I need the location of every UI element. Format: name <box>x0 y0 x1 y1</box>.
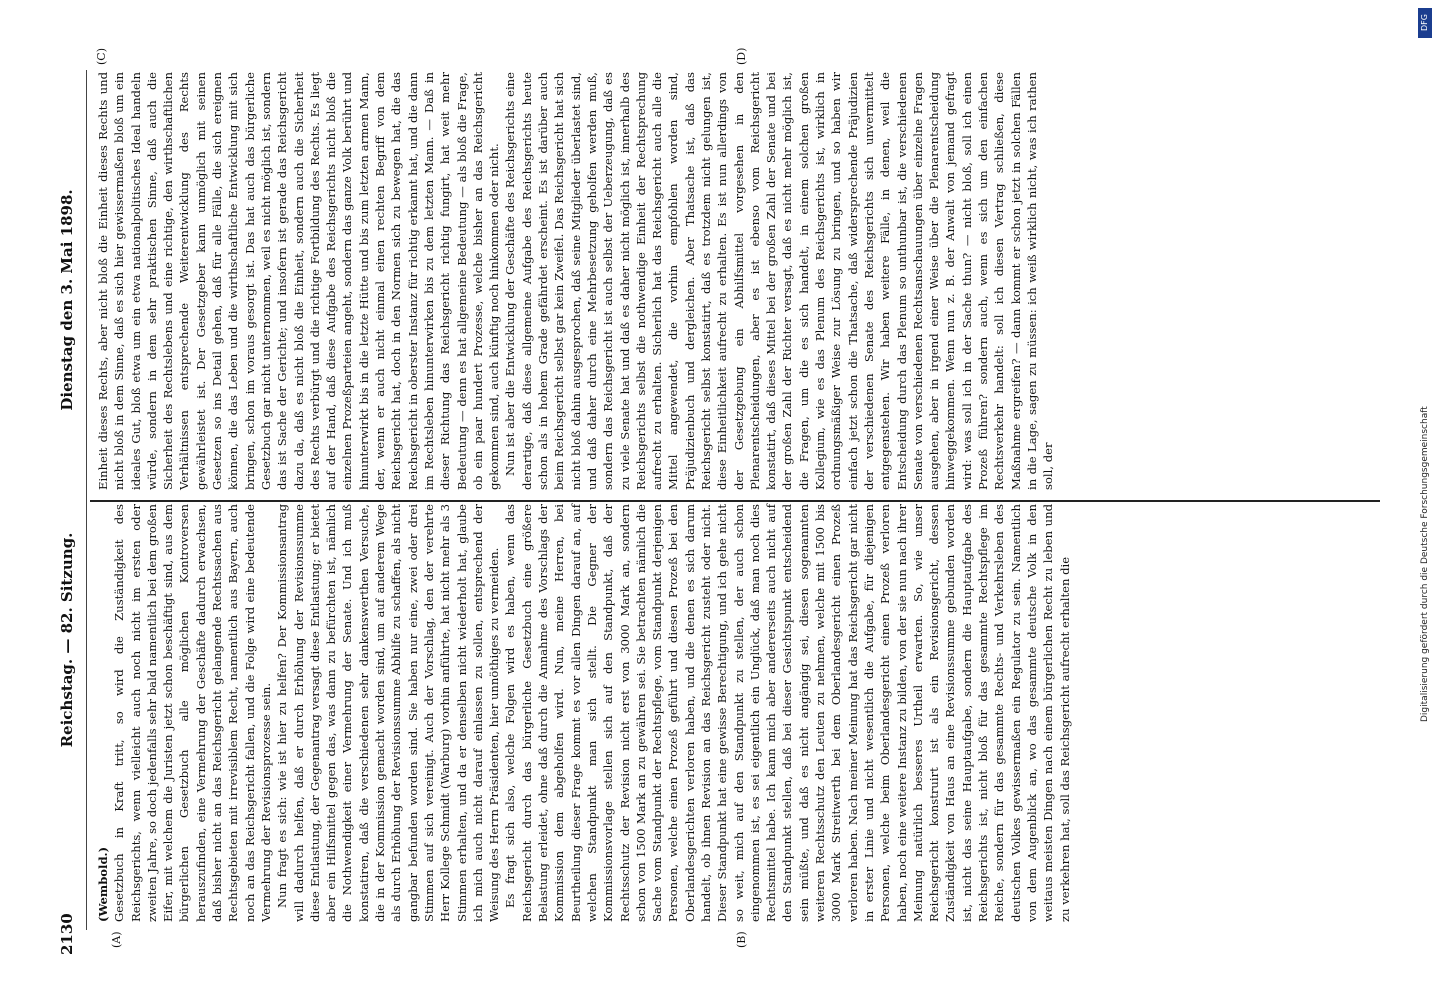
paragraph: Einheit dieses Rechts, aber nicht bloß die Einheit dieses Rechts und nicht bloß in dem Sinne, daß es sich hier gewissermaßen bloß um ein ideales Gut, bloß etwa um ein etwa nationalpolitisches Ideal handeln würde, sondern in dem sehr praktischen Sinne, daß auch die Sicherheit des Rechtslebens und eine richtige, den wirthschaftlichen Verhältnissen entsprechende Weiterentwicklung des Rechts gewährleistet ist. Der Gesetzgeber kann unmöglich mit seinen Gesetzen so ins Detail gehen, daß für alle Fälle, die sich ereignen können, die das Leben und die wirthschaftliche Entwicklung mit sich bringen, schon im voraus gesorgt ist. Das hat auch das bürgerliche Gesetzbuch gar nicht unternommen, weil es nicht möglich ist, sondern das ist Sache der Gerichte; und insofern ist gerade das Reichsgericht dazu da, daß es nicht bloß die Einheit, sondern auch die Sicherheit des Rechts verbürgt und die richtige Fortbildung des Rechts. Es liegt auf der Hand, daß diese Aufgabe des Reichsgerichts nicht bloß die einzelnen Prozeßparteien angeht, sondern das ganze Volk berührt und hinunterwirkt bis in die letzte Hütte und bis zum letzten armen Mann, der, wenn er auch nicht einmal einen rechten Begriff von dem Reichsgericht hat, doch in den Normen sich zu bewegen hat, die das Reichsgericht in oberster Instanz für richtig erkannt hat, und die dann im Rechtsleben hinunterwirken bis zu dem letzten Mann. — Daß in dieser Richtung das Reichsgericht richtig fungirt, hat weit mehr Bedeutung — denn es hat allgemeine Bedeutung — als bloß die Frage, ob ein paar hundert Prozesse, welche bisher an das Reichsgericht gekommen sind, auch künftig noch hinkommen oder nicht. <box>96 72 502 490</box>
paragraph: Nun ist aber die Entwicklung der Geschäfte des Reichsgerichts eine derartige, daß diese allgemeine Aufgabe des Reichsgerichts heute schon als in hohem Grade gefährdet erscheint. Es ist darüber auch beim Reichsgericht selbst gar kein Zweifel. Das Reichsgericht hat sich nicht bloß dahin ausgesprochen, daß seine Mitglieder überlastet sind, und daß daher durch eine Mehrbesetzung geholfen werden muß, sondern das Reichsgericht ist auch selbst der Ueberzeugung, daß es zu viele Senate hat und daß es daher nicht möglich ist, innerhalb des Reichsgerichts selbst die nothwendige Einheit der Rechtsprechung aufrecht zu erhalten. Sicherlich hat das Reichsgericht auch alle die Mittel angewendet, die vorhin empfohlen worden sind, Präjudizienbuch und dergleichen. Aber Thatsache ist, daß das Reichsgericht selbst konstatirt, daß es trotzdem nicht gelungen ist, diese Einheitlichkeit aufrecht zu erhalten. Es ist nun allerdings von der Gesetzgebung ein Abhilfsmittel vorgesehen in den Plenarentscheidungen, aber es ist ebenso vom Reichsgericht konstatirt, daß dieses Mittel bei der großen Zahl der Senate und bei der großen Zahl der Richter versagt, daß es nicht mehr möglich ist, die Fragen, um die es sich handelt, in einem solchen großen Kollegium, wie es das Plenum des Reichsgerichts ist, wirklich in ordnungsmäßiger Weise zur Lösung zu bringen, und so haben wir einfach jetzt schon die Thatsache, daß widersprechende Präjudizien der verschiedenen Senate des Reichsgerichts sich unvermittelt entgegenstehen. Wir haben weitere Fälle, in denen, weil die Entscheidung durch das Plenum so unthunbar ist, die verschiedenen Senate von verschiedenen Rechtsanschauungen über einzelne Fragen ausgehen, aber in irgend einer Weise über die Plenarentscheidung hinweggekommen. Wenn nun z. B. der Anwalt von jemand gefragt wird: was soll ich in der Sache thun? — nicht bloß, soll ich einen Prozeß führen? sondern auch, wenn es sich um den einfachen Rechtsverkehr handelt: soll ich diesen Vertrag schließen, diese Maßnahme ergreifen? — dann kommt er schon jetzt in solchen Fällen in die Lage, sagen zu müssen: ich weiß wirklich nicht, was ich rathen soll, der <box>503 72 1056 490</box>
digitization-note: Digitalisierung gefördert durch die Deutsche Forschungsgemeinschaft <box>1420 406 1430 722</box>
page-number: 2130 <box>58 913 76 955</box>
column-divider <box>90 500 1380 502</box>
digitization-strip <box>1418 8 1432 992</box>
paragraph: Nun fragt es sich: wie ist hier zu helfen? Der Kommissionsantrag will dadurch helfen, daß er durch Erhöhung der Revisionssumme diese Entlastung, der Gegenantrag versagt diese Entlastung; er bietet aber ein Hilfsmittel gegen das, was dann zu befürchten ist, nämlich die Nothwendigkeit einer Vermehrung der Senate. Und ich muß konstatiren, daß die verschiedenen sehr dankenswerthen Versuche, die in der Kommission gemacht worden sind, um auf anderem Wege als durch Erhöhung der Revisionssumme Abhilfe zu schaffen, als nicht gangbar befunden worden sind. Sie haben nur eine, zwei oder drei Stimmen auf sich vereinigt. Auch der Vorschlag, den der verehrte Herr Kollege Schmidt (Warburg) vorhin anführte, hat nicht mehr als 3 Stimmen erhalten, und da er denselben nicht wiederholt hat, glaube ich mich auch nicht darauf einlassen zu sollen, entsprechend der Weisung des Herrn Präsidenten, hier unnöthiges zu vermeiden. <box>275 504 502 922</box>
running-header-right: Dienstag den 3. Mai 1898. <box>58 189 76 411</box>
dfg-logo: DFG <box>1418 8 1432 38</box>
margin-marker-a: (A) <box>110 931 123 948</box>
margin-marker-b: (B) <box>735 931 748 948</box>
left-column <box>95 504 1073 922</box>
running-header-left: Reichstag. — 82. Sitzung. <box>58 532 76 748</box>
paragraph: Es fragt sich also, welche Folgen wird es haben, wenn das Reichsgericht durch das bürgerliche Gesetzbuch eine größere Belastung erleidet, ohne daß durch die Annahme des Vorschlags der Kommission dem abgeholfen wird. Nun, meine Herren, bei Beurtheilung dieser Frage kommt es vor allen Dingen darauf an, auf welchen Standpunkt man sich stellt. Die Gegner der Kommissionsvorlage stellen sich auf den Standpunkt, daß der Rechtsschutz der Revision nicht erst von 3000 Mark an, sondern schon von 1500 Mark an zu gewähren sei. Sie betrachten nämlich die Sache vom Standpunkt der Rechtspflege, vom Standpunkt derjenigen Personen, welche einen Prozeß geführt und diesen Prozeß bei den Oberlandesgerichten verloren haben, und die denen es sich darum handelt, ob ihnen Revision an das Reichsgericht zusteht oder nicht. Dieser Standpunkt hat eine gewisse Berechtigung, und ich gehe nicht so weit, mich auf den Standpunkt zu stellen, der auch schon eingenommen ist, es sei eigentlich ein Unglück, daß man noch dies Rechtsmittel habe. Ich kann mich aber andererseits auch nicht auf den Standpunkt stellen, daß bei dieser Gesichtspunkt entscheidend sein müßte, und daß es nicht angängig sei, diesen sogenannten weiteren Rechtsschutz den Leuten zu nehmen, welche mit 1500 bis 3000 Mark Streitwerth bei dem Oberlandesgericht einen Prozeß verloren haben. Nach meiner Meinung hat das Reichsgericht gar nicht in erster Linie und nicht wesentlich die Aufgabe, für diejenigen Personen, welche beim Oberlandesgericht einen Prozeß verloren haben, noch eine weitere Instanz zu bilden, von der sie nun nach ihrer Meinung natürlich besseres Urtheil erwarten. So, wie unser Reichsgericht konstruirt ist als ein Revisionsgericht, dessen Zuständigkeit von Haus an eine Revisionssumme gebunden worden ist, nicht das seine Hauptaufgabe, sondern die Hauptaufgabe des Reichsgerichts ist, nicht bloß für das gesammte Rechtspflege im Reiche, sondern für das gesammte Rechts- und Verkehrsleben des deutschen Volkes gewissermaßen ein Regulator zu sein. Namentlich von dem Augenblick an, wo das gesammte deutsche Volk in den weitaus meisten Dingen nach einem bürgerlichen Recht zu leben und zu verkehren hat, soll das Reichsgericht aufrecht erhalten die <box>503 504 1072 922</box>
paragraph: Gesetzbuch in Kraft tritt, so wird die Zuständigkeit des Reichsgerichts, wenn vielleicht auch noch nicht im ersten oder zweiten Jahre, so doch jedenfalls sehr bald namentlich bei dem großen Eifer, mit welchem die Juristen jetzt schon beschäftigt sind, aus dem bürgerlichen Gesetzbuch alle möglichen Kontroversen herauszufinden, eine Vermehrung der Geschäfte dadurch erwachsen, daß bisher nicht an das Reichsgericht gelangende Rechtssachen aus Rechtsgebieten mit irrevisiblem Recht, namentlich aus Bayern, auch noch an das Reichsgericht fallen, und die Folge wird eine bedeutende Vermehrung der Revisionsprozesse sein. <box>112 504 273 922</box>
header-rule <box>86 70 87 930</box>
speaker-name: (Wembold.) <box>96 846 110 922</box>
margin-marker-c: (C) <box>95 48 108 65</box>
right-column <box>95 72 1057 490</box>
margin-marker-d: (D) <box>735 47 748 65</box>
